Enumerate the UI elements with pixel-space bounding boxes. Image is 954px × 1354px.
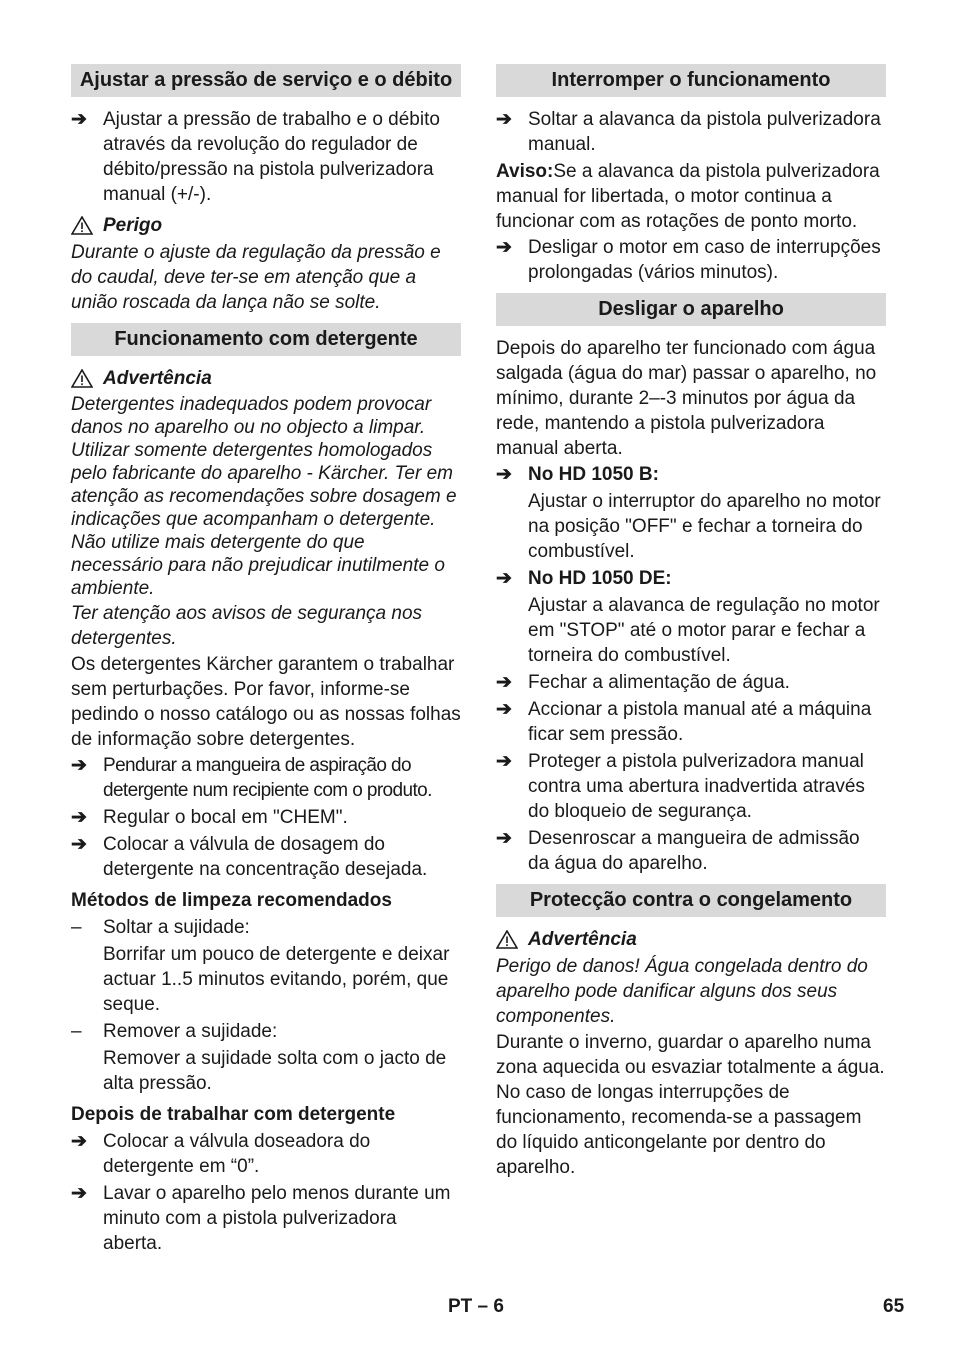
warning-triangle-icon <box>496 930 518 949</box>
danger-notice: Perigo <box>71 213 461 238</box>
arrow-right-icon: ➔ <box>71 834 87 855</box>
paragraph: Durante o inverno, guardar o aparelho numa zona aquecida ou esvaziar totalmente a água. No caso de longas interrupções de funcionamento, recomenda-se a passagem do líquido anticongelante por dentro do aparelho. <box>496 1032 885 1178</box>
list-item: ➔ Soltar a alavanca da pistola pulverizadora manual. <box>496 109 881 155</box>
list-item: ➔ Pendurar a mangueira de aspiração do detergente num recipiente com o produto. <box>71 755 432 801</box>
warning-triangle-icon <box>71 369 93 388</box>
right-column <box>496 64 886 1181</box>
arrow-right-icon: ➔ <box>496 672 512 693</box>
arrow-right-icon: ➔ <box>496 464 512 485</box>
section-heading: Interromper o funcionamento <box>496 64 886 97</box>
notice-paragraph: Aviso:Se a alavanca da pistola pulverizadora manual for libertada, o motor continua a funcionar com as rotações de ponto morto. <box>496 161 880 232</box>
arrow-right-icon: ➔ <box>496 828 512 849</box>
arrow-right-icon: ➔ <box>71 1183 87 1204</box>
list-item: – Remover a sujidade: <box>71 1021 278 1042</box>
list-item: ➔ Fechar a alimentação de água. <box>496 672 790 693</box>
warning-notice: Advertência <box>496 927 886 952</box>
paragraph: Os detergentes Kärcher garantem o trabalhar sem perturbações. Por favor, informe-se pedindo o nosso catálogo ou as nossas folhas de informação sobre detergentes. <box>71 654 461 750</box>
list-item: ➔ Colocar a válvula de dosagem do detergente na concentração desejada. <box>71 834 428 880</box>
arrow-right-icon: ➔ <box>71 807 87 828</box>
arrow-right-icon: ➔ <box>71 755 87 776</box>
warning-text: Ter atenção aos avisos de segurança nos detergentes. <box>71 603 423 649</box>
page-number: 65 <box>883 1296 905 1317</box>
warning-text: Detergentes inadequados podem provocar danos no aparelho ou no objecto a limpar. Utilizar somente detergentes homologados pelo fabricante do aparelho - Kärcher. Ter em atenção as recomendações sobre dosagem e indicações que acompanham o detergente. Não utilize mais detergente do que necessário para não prejudicar inutilmente o ambiente. <box>71 394 457 599</box>
list-item: ➔ Ajustar a pressão de trabalho e o débito através da revolução do regulador de débito/pressão na pistola pulverizadora manual (+/-). <box>71 109 440 205</box>
section-heading: Funcionamento com detergente <box>71 323 461 356</box>
subheading: Métodos de limpeza recomendados <box>71 890 392 911</box>
section-heading: Ajustar a pressão de serviço e o débito <box>71 64 461 97</box>
list-item-detail: Ajustar a alavanca de regulação no motor em "STOP" até o motor parar e fechar a torneira do combustível. <box>528 595 880 666</box>
list-item: ➔ Desligar o motor em caso de interrupções prolongadas (vários minutos). <box>496 237 881 283</box>
list-item-detail: Borrifar um pouco de detergente e deixar actuar 1..5 minutos evitando, porém, que seque. <box>103 944 450 1015</box>
arrow-right-icon: ➔ <box>71 1131 87 1152</box>
list-item: ➔ Proteger a pistola pulverizadora manual contra uma abertura inadvertida através do bloqueio de segurança. <box>496 751 865 822</box>
left-column <box>71 64 461 1258</box>
danger-text: Durante o ajuste da regulação da pressão e do caudal, deve ter-se em atenção que a união roscada da lança não se solte. <box>71 242 441 313</box>
list-item: ➔ No HD 1050 B: <box>496 464 659 485</box>
section-indicator: PT – 6 <box>448 1296 504 1317</box>
section-heading: Protecção contra o congelamento <box>496 884 886 917</box>
arrow-right-icon: ➔ <box>496 699 512 720</box>
list-item-detail: Ajustar o interruptor do aparelho no motor na posição "OFF" e fechar a torneira do combustível. <box>528 491 881 562</box>
list-item: ➔ Regular o bocal em "CHEM". <box>71 807 348 828</box>
arrow-right-icon: ➔ <box>496 237 512 258</box>
list-item: – Soltar a sujidade: <box>71 917 250 938</box>
list-item: ➔ Colocar a válvula doseadora do detergente em “0”. <box>71 1131 371 1177</box>
list-item: ➔ Lavar o aparelho pelo menos durante um minuto com a pistola pulverizadora aberta. <box>71 1183 451 1254</box>
arrow-right-icon: ➔ <box>496 109 512 130</box>
subheading: Depois de trabalhar com detergente <box>71 1104 396 1125</box>
arrow-right-icon: ➔ <box>496 568 512 589</box>
paragraph: Depois do aparelho ter funcionado com água salgada (água do mar) passar o aparelho, no mínimo, durante 2–-3 minutos por água da rede, mantendo a pistola pulverizadora manual aberta. <box>496 338 877 459</box>
list-item: ➔ No HD 1050 DE: <box>496 568 672 589</box>
list-item: ➔ Desenroscar a mangueira de admissão da água do aparelho. <box>496 828 860 874</box>
list-item: ➔ Accionar a pistola manual até a máquina ficar sem pressão. <box>496 699 872 745</box>
arrow-right-icon: ➔ <box>496 751 512 772</box>
section-heading: Desligar o aparelho <box>496 293 886 326</box>
arrow-right-icon: ➔ <box>71 109 87 130</box>
warning-text: Perigo de danos! Água congelada dentro do aparelho pode danificar alguns dos seus componentes. <box>496 956 868 1027</box>
warning-notice: Advertência <box>71 366 461 391</box>
list-item-detail: Remover a sujidade solta com o jacto de alta pressão. <box>103 1048 447 1094</box>
warning-triangle-icon <box>71 216 93 235</box>
